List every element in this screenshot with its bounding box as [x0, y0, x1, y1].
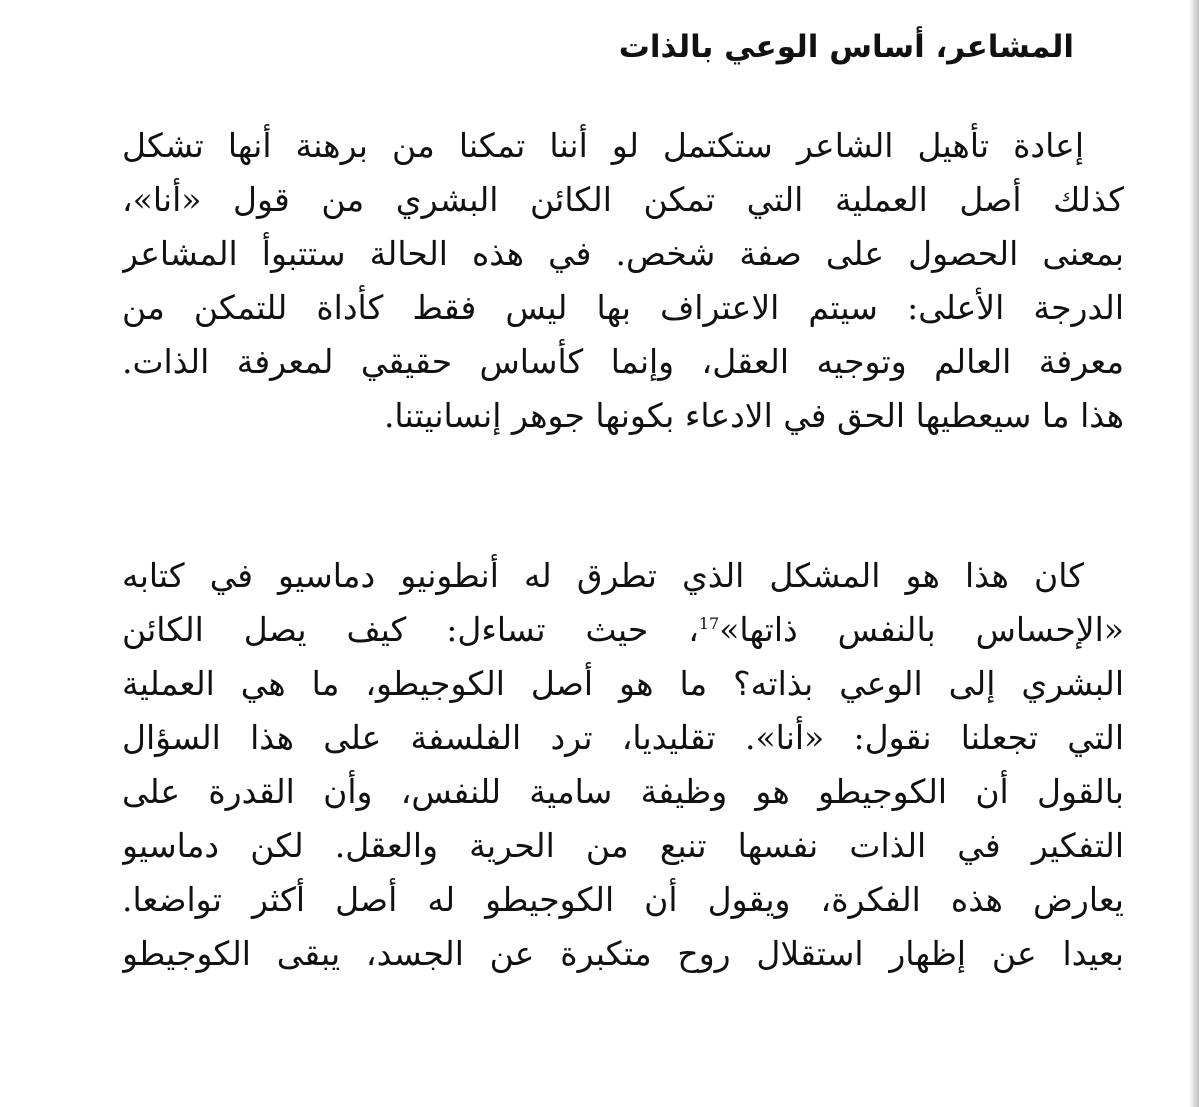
text-line: إعادة تأهيل الشاعر ستكتمل لو أننا تمكنا من برهنة أنها تشكل	[122, 126, 1084, 165]
page-edge-shadow	[1189, 0, 1199, 1107]
text-line: كان هذا هو المشكل الذي تطرق له أنطونيو دماسيو في كتابه	[122, 556, 1084, 595]
book-title: «الإحساس بالنفس ذاتها»	[719, 610, 1124, 649]
text-line: بعيدا عن إظهار استقلال روح متكبرة عن الجسد، يبقى الكوجيطو	[122, 934, 1124, 973]
text-line: يعارض هذه الفكرة، ويقول أن الكوجيطو له أصل أكثر تواضعا.	[122, 880, 1124, 919]
text-line: التفكير في الذات نفسها تنبع من الحرية والعقل. لكن دماسيو	[122, 826, 1124, 865]
footnote-marker: 17	[698, 614, 720, 633]
text-line: كذلك أصل العملية التي تمكن الكائن البشري من قول «أنا»،	[122, 180, 1124, 219]
paragraph-2	[122, 549, 1124, 981]
text-line: البشري إلى الوعي بذاته؟ ما هو أصل الكوجيطو، ما هي العملية	[122, 664, 1124, 703]
text-line: التي تجعلنا نقول: «أنا». تقليديا، ترد الفلسفة على هذا السؤال	[122, 718, 1124, 757]
text-line-with-footnote	[122, 603, 1124, 657]
section-heading: المشاعر، أساس الوعي بالذات	[618, 29, 1074, 65]
text-line: بالقول أن الكوجيطو هو وظيفة سامية للنفس، وأن القدرة على	[122, 772, 1124, 811]
text-continuation: ، حيث تساءل: كيف يصل الكائن	[122, 610, 699, 649]
text-line: معرفة العالم وتوجيه العقل، وإنما كأساس حقيقي لمعرفة الذات.	[122, 342, 1124, 381]
text-line: بمعنى الحصول على صفة شخص. في هذه الحالة ستتبوأ المشاعر	[122, 234, 1124, 273]
text-line: هذا ما سيعطيها الحق في الادعاء بكونها جوهر إنسانيتنا.	[383, 396, 1124, 435]
paragraph-1	[122, 119, 1124, 443]
text-line: الدرجة الأعلى: سيتم الاعتراف بها ليس فقط كأداة للتمكن من	[122, 288, 1124, 327]
